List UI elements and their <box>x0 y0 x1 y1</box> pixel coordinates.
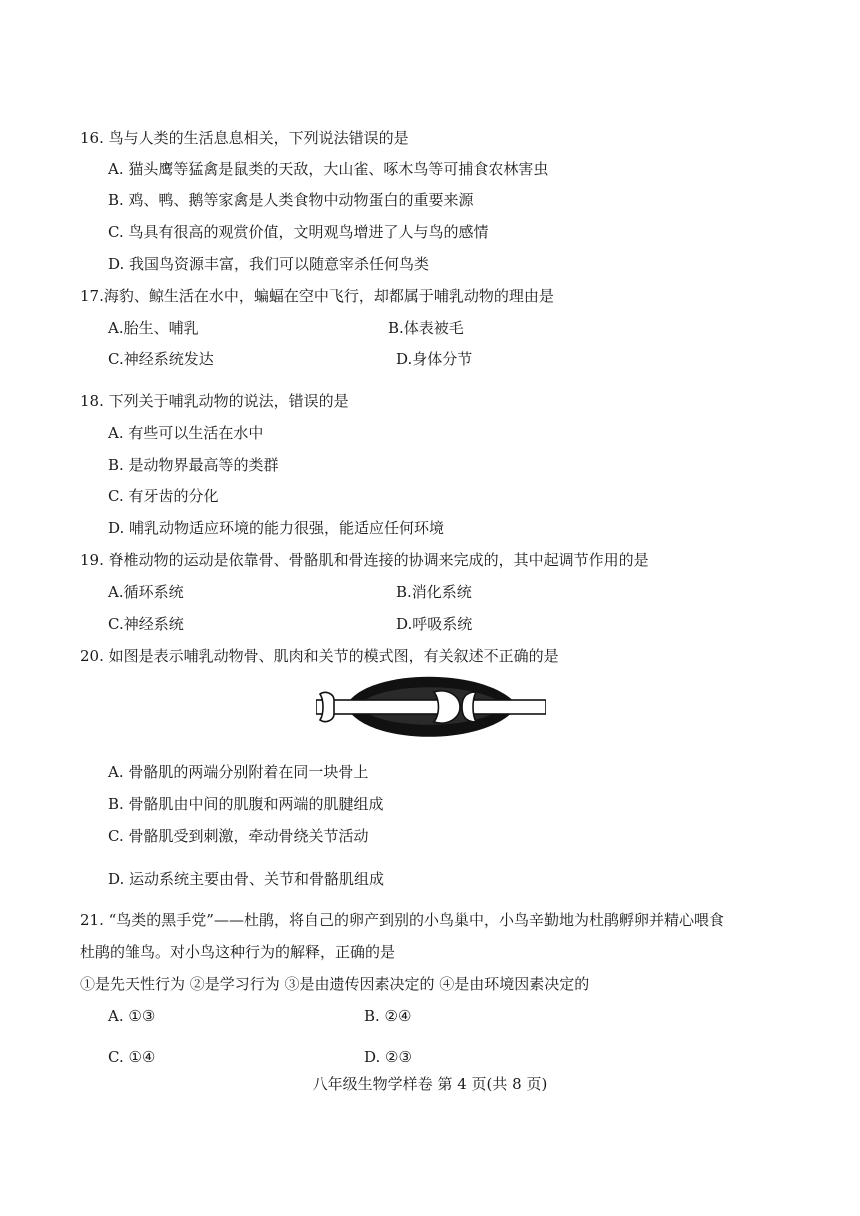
q19-option-a: A.循环系统 <box>108 583 184 601</box>
q21-stem-line1: 21. “鸟类的黑手党”——杜鹃，将自己的卵产到别的小鸟巢中，小鸟辛勤地为杜鹃孵卵并精心喂食 <box>80 911 724 929</box>
q17-option-d: D.身体分节 <box>396 350 473 368</box>
bone-muscle-joint-figure <box>316 664 546 750</box>
q20-option-a: A. 骨骼肌的两端分别附着在同一块骨上 <box>108 763 369 781</box>
q21-option-c: C. ①④ <box>108 1048 156 1066</box>
q19-option-c: C.神经系统 <box>108 615 184 633</box>
q18-option-b: B. 是动物界最高等的类群 <box>108 456 279 474</box>
q21-option-d: D. ②③ <box>364 1048 412 1066</box>
q17-stem: 17.海豹、鲸生活在水中，蝙蝠在空中飞行，却都属于哺乳动物的理由是 <box>80 287 554 305</box>
q19-option-b: B.消化系统 <box>396 583 472 601</box>
q16-option-b: B. 鸡、鸭、鹅等家禽是人类食物中动物蛋白的重要来源 <box>108 191 474 209</box>
q21-statements: ①是先天性行为 ②是学习行为 ③是由遗传因素决定的 ④是由环境因素决定的 <box>80 975 590 993</box>
q21-stem-line2: 杜鹃的雏鸟。对小鸟这种行为的解释，正确的是 <box>80 943 396 961</box>
q18-stem: 18. 下列关于哺乳动物的说法，错误的是 <box>80 392 349 410</box>
page-footer: 八年级生物学样卷 第 4 页(共 8 页) <box>312 1075 548 1093</box>
q17-option-c: C.神经系统发达 <box>108 350 214 368</box>
q20-option-d: D. 运动系统主要由骨、关节和骨骼肌组成 <box>108 870 385 888</box>
q18-option-c: C. 有牙齿的分化 <box>108 487 219 505</box>
q16-stem: 16. 鸟与人类的生活息息相关，下列说法错误的是 <box>80 129 409 147</box>
q20-option-b: B. 骨骼肌由中间的肌腹和两端的肌腱组成 <box>108 795 384 813</box>
q20-stem: 20. 如图是表示哺乳动物骨、肌肉和关节的模式图，有关叙述不正确的是 <box>80 647 559 665</box>
q20-option-c: C. 骨骼肌受到刺激，牵动骨绕关节活动 <box>108 827 369 845</box>
q17-option-a: A.胎生、哺乳 <box>108 319 199 337</box>
q16-option-d: D. 我国鸟资源丰富，我们可以随意宰杀任何鸟类 <box>108 255 430 273</box>
q19-stem: 19. 脊椎动物的运动是依靠骨、骨骼肌和骨连接的协调来完成的，其中起调节作用的是 <box>80 551 649 569</box>
q19-option-d: D.呼吸系统 <box>396 615 473 633</box>
q18-option-a: A. 有些可以生活在水中 <box>108 424 264 442</box>
q16-option-a: A. 猫头鹰等猛禽是鼠类的天敌，大山雀、啄木鸟等可捕食农林害虫 <box>108 160 549 178</box>
q16-option-c: C. 鸟具有很高的观赏价值，文明观鸟增进了人与鸟的感情 <box>108 223 489 241</box>
q18-option-d: D. 哺乳动物适应环境的能力很强，能适应任何环境 <box>108 519 445 537</box>
q21-option-a: A. ①③ <box>108 1007 156 1025</box>
q17-option-b: B.体表被毛 <box>388 319 464 337</box>
q21-option-b: B. ②④ <box>364 1007 412 1025</box>
